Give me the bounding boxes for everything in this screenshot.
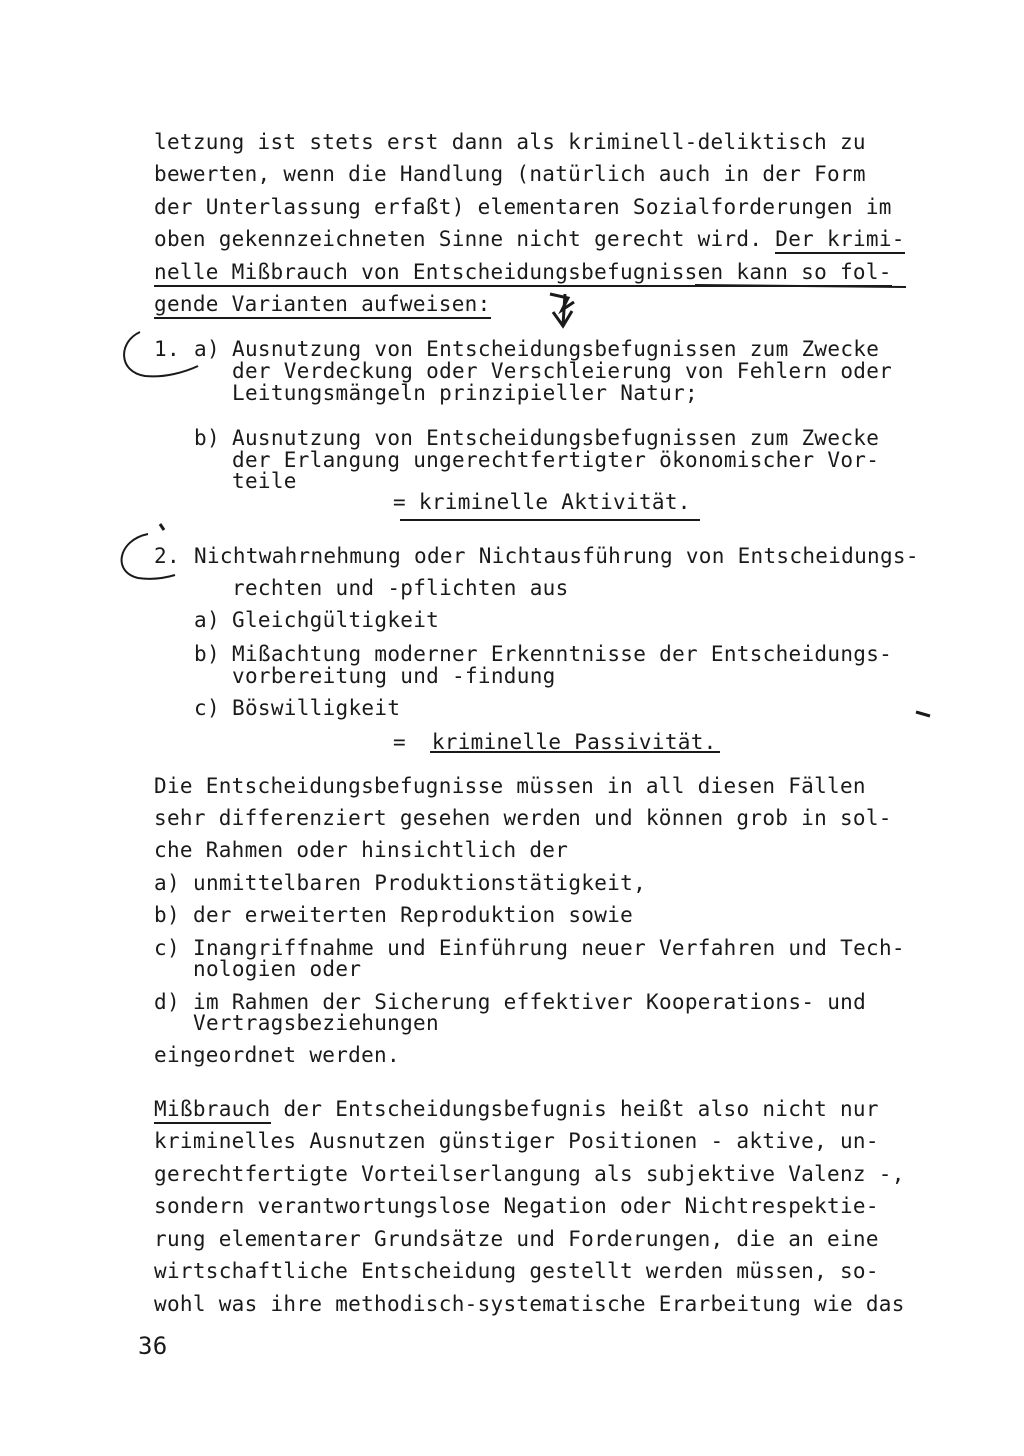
text-line: Ausnutzung von Entscheidungsbefugnissen zum Zwecke bbox=[232, 337, 880, 361]
text-line: Nichtwahrnehmung oder Nichtausführung von Entscheidungs- bbox=[194, 544, 919, 568]
text-line: wirtschaftliche Entscheidung gestellt werden müssen, so- bbox=[154, 1259, 879, 1283]
text-line: wohl was ihre methodisch-systematische Erarbeitung wie das bbox=[154, 1292, 905, 1316]
result-text: kriminelle Aktivität. bbox=[418, 490, 691, 514]
text-line: Leitungsmängeln prinzipieller Natur; bbox=[232, 381, 698, 405]
text-line: letzung ist stets erst dann als kriminell-deliktisch zu bbox=[154, 130, 866, 154]
underlined-text: nelle Mißbrauch von Entscheidungsbefugnissen kann so fol- bbox=[154, 260, 892, 287]
text-line: Die Entscheidungsbefugnisse müssen in all diesen Fällen bbox=[154, 774, 866, 798]
text-line: Ausnutzung von Entscheidungsbefugnissen zum Zwecke bbox=[232, 426, 880, 450]
text-line: der Unterlassung erfaßt) elementaren Sozialforderungen im bbox=[154, 195, 892, 219]
text-line: Inangriffnahme und Einführung neuer Verfahren und Tech- bbox=[193, 936, 905, 960]
stray-mark bbox=[916, 712, 930, 716]
text-line: teile bbox=[232, 469, 297, 493]
list-label: d) bbox=[154, 990, 180, 1014]
text-line: vorbereitung und -findung bbox=[232, 664, 556, 688]
list-label: a) bbox=[194, 337, 220, 361]
underlined-text: gende Varianten aufweisen: bbox=[154, 292, 491, 319]
result-line bbox=[393, 490, 691, 514]
text-line: im Rahmen der Sicherung effektiver Kooperations- und bbox=[193, 990, 867, 1014]
text-line: Böswilligkeit bbox=[232, 696, 401, 720]
list-number: 2. bbox=[154, 544, 180, 568]
text-fragment: der Entscheidungsbefugnis heißt also nicht nur bbox=[270, 1097, 879, 1121]
text-line: eingeordnet werden. bbox=[154, 1043, 400, 1067]
text-line: sehr differenziert gesehen werden und können grob in sol- bbox=[154, 806, 892, 830]
text-line: nologien oder bbox=[193, 957, 362, 981]
dot-mark bbox=[160, 524, 164, 530]
list-label: a) bbox=[154, 871, 180, 895]
list-number: 1. bbox=[154, 337, 180, 361]
arrow-mark bbox=[550, 294, 574, 310]
result-text: kriminelle Passivität. bbox=[431, 730, 717, 754]
text-line: che Rahmen oder hinsichtlich der bbox=[154, 838, 569, 862]
list-label: b) bbox=[194, 642, 220, 666]
list-label: c) bbox=[194, 696, 220, 720]
underlined-text: Mißbrauch bbox=[154, 1097, 271, 1124]
text-line: rechten und -pflichten aus bbox=[232, 576, 569, 600]
text-line: der Verdeckung oder Verschleierung von Fehlern oder bbox=[232, 359, 893, 383]
equals-sign: = bbox=[393, 490, 406, 514]
list-label: b) bbox=[194, 426, 220, 450]
list-label: c) bbox=[154, 936, 180, 960]
underlined-text: Der krimi- bbox=[775, 227, 904, 254]
text-fragment: oben gekennzeichneten Sinne nicht gerecht wird. bbox=[154, 227, 776, 251]
text-line: gerechtfertigte Vorteilserlangung als subjektive Valenz -, bbox=[154, 1162, 905, 1186]
text-line: Mißachtung moderner Erkenntnisse der Entscheidungs- bbox=[232, 642, 893, 666]
text-line bbox=[154, 1097, 879, 1121]
text-line: unmittelbaren Produktionstätigkeit, bbox=[193, 871, 647, 895]
text-line: sondern verantwortungslose Negation oder Nichtrespektie- bbox=[154, 1194, 879, 1218]
page-number: 36 bbox=[138, 1332, 168, 1360]
text-line: der erweiterten Reproduktion sowie bbox=[193, 903, 634, 927]
text-line: bewerten, wenn die Handlung (natürlich auch in der Form bbox=[154, 162, 866, 186]
equals-sign: = bbox=[393, 730, 406, 754]
text-line: kriminelles Ausnutzen günstiger Positionen - aktive, un- bbox=[154, 1129, 879, 1153]
text-line: rung elementarer Grundsätze und Forderungen, die an eine bbox=[154, 1227, 879, 1251]
result-line bbox=[393, 730, 717, 754]
text-line: Gleichgültigkeit bbox=[232, 608, 440, 632]
text-line: der Erlangung ungerechtfertigter ökonomischer Vor- bbox=[232, 448, 880, 472]
list-label: a) bbox=[194, 608, 220, 632]
list-label: b) bbox=[154, 903, 180, 927]
underline-mark bbox=[695, 285, 906, 287]
text-line: Vertragsbeziehungen bbox=[193, 1011, 439, 1035]
